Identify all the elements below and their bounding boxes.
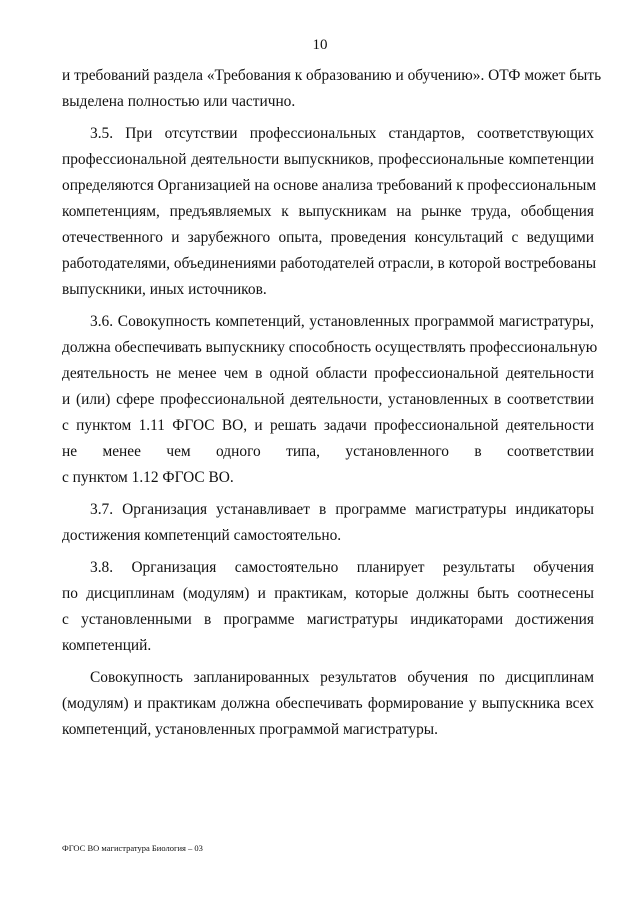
paragraph-3-8: [62, 555, 594, 659]
page-number: 10: [312, 37, 328, 53]
text-line: работодателями, объединениями работодателей отрасли, в которой востребованы: [62, 255, 597, 272]
paragraph-3-5: [62, 121, 597, 303]
text-line: отечественного и зарубежного опыта, проведения консультаций с ведущими: [62, 229, 594, 246]
text-line: выпускники, иных источников.: [62, 281, 267, 298]
paragraph-3-7: [62, 497, 594, 549]
text-line: не менее чем одного типа, установленного в соответствии: [62, 443, 594, 460]
text-line: компетенций, установленных программой магистратуры.: [62, 721, 438, 738]
text-line: выделена полностью или частично.: [62, 93, 296, 110]
text-line: компетенциям, предъявляемых к выпускникам на рынке труда, обобщения: [62, 203, 594, 220]
text-line: деятельность не менее чем в одной области профессиональной деятельности: [62, 365, 594, 382]
text-line: определяются Организацией на основе анализа требований к профессиональным: [62, 177, 597, 194]
text-line: достижения компетенций самостоятельно.: [62, 527, 342, 544]
text-line: должна обеспечивать выпускнику способность осуществлять профессиональную: [62, 339, 598, 356]
paragraph-totality: [62, 665, 594, 743]
text-line: с пунктом 1.11 ФГОС ВО, и решать задачи профессиональной деятельности: [62, 417, 594, 434]
text-line: профессиональной деятельности выпускников, профессиональные компетенции: [62, 151, 594, 168]
text-line: с пунктом 1.12 ФГОС ВО.: [62, 469, 234, 486]
footer-note: ФГОС ВО магистратура Биология – 03: [62, 843, 203, 853]
text-line: 3.8. Организация самостоятельно планирует результаты обучения: [90, 559, 594, 576]
text-line: и (или) сфере профессиональной деятельности, установленных в соответствии: [62, 391, 594, 408]
text-line: Совокупность запланированных результатов обучения по дисциплинам: [90, 669, 594, 686]
paragraph-continuation: [62, 63, 602, 115]
text-line: с установленными в программе магистратуры индикаторами достижения: [62, 611, 594, 628]
text-line: и требований раздела «Требования к образованию и обучению». ОТФ может быть: [62, 67, 602, 84]
text-line: компетенций.: [62, 637, 152, 654]
text-line: 3.5. При отсутствии профессиональных стандартов, соответствующих: [90, 125, 594, 142]
document-body: [62, 63, 602, 743]
text-line: (модулям) и практикам должна обеспечивать формирование у выпускника всех: [62, 695, 594, 712]
text-line: 3.6. Совокупность компетенций, установленных программой магистратуры,: [90, 313, 594, 330]
text-line: по дисциплинам (модулям) и практикам, которые должны быть соотнесены: [62, 585, 594, 602]
paragraph-3-6: [62, 309, 598, 491]
text-line: 3.7. Организация устанавливает в программе магистратуры индикаторы: [90, 501, 594, 518]
